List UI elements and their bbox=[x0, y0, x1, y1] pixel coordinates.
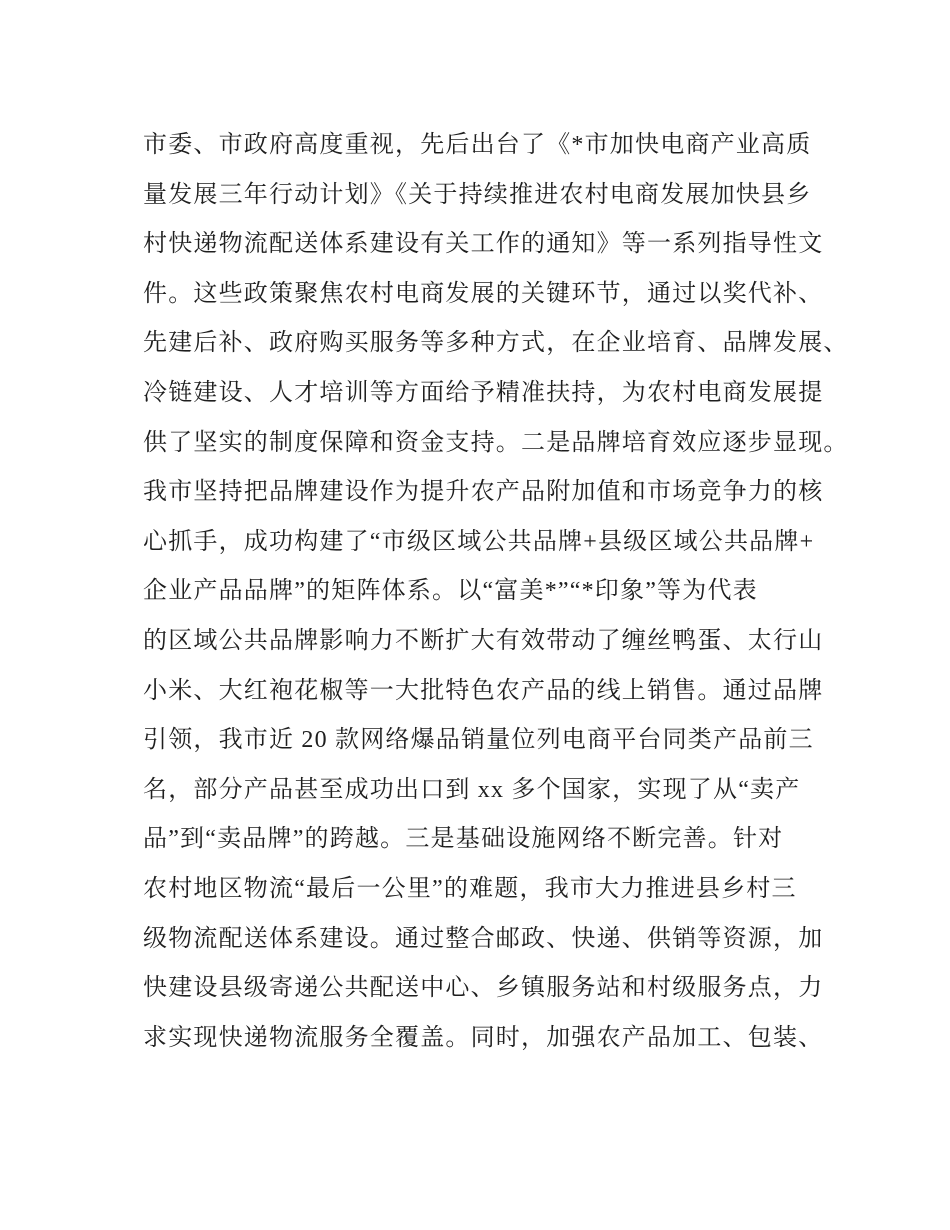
text-line: 冷链建设、人才培训等方面给予精准扶持，为农村电商发展提 bbox=[143, 379, 824, 406]
text-line: 名，部分产品甚至成功出口到 xx 多个国家，实现了从“卖产 bbox=[143, 776, 801, 803]
text-line: 品”到“卖品牌”的跨越。三是基础设施网络不断完善。针对 bbox=[143, 826, 784, 853]
text-line: 供了坚实的制度保障和资金支持。二是品牌培育效应逐步显现。 bbox=[143, 429, 849, 456]
text-line: 先建后补、政府购买服务等多种方式，在企业培育、品牌发展、 bbox=[143, 330, 849, 357]
text-line: 快建设县级寄递公共配送中心、乡镇服务站和村级服务点，力 bbox=[143, 975, 824, 1002]
text-line: 心抓手，成功构建了“市级区域公共品牌+县级区域公共品牌+ bbox=[143, 528, 815, 555]
text-line: 小米、大红袍花椒等一大批特色农产品的线上销售。通过品牌 bbox=[143, 677, 824, 704]
text-line: 量发展三年行动计划》《关于持续推进农村电商发展加快县乡 bbox=[143, 181, 812, 208]
text-line: 引领，我市近 20 款网络爆品销量位列电商平台同类产品前三 bbox=[143, 727, 814, 754]
text-line: 市委、市政府高度重视，先后出台了《*市加快电商产业高质 bbox=[143, 132, 812, 158]
text-line: 我市坚持把品牌建设作为提升农产品附加值和市场竞争力的核 bbox=[143, 479, 824, 506]
text-line: 企业产品品牌”的矩阵体系。以“富美*”“*印象”等为代表 bbox=[143, 578, 758, 605]
text-line: 级物流配送体系建设。通过整合邮政、快递、供销等资源，加 bbox=[143, 925, 824, 952]
text-line: 件。这些政策聚焦农村电商发展的关键环节，通过以奖代补、 bbox=[143, 280, 824, 307]
text-line: 村快递物流配送体系建设有关工作的通知》等一系列指导性文 bbox=[143, 231, 824, 258]
text-block bbox=[143, 121, 903, 1063]
text-line: 农村地区物流“最后一公里”的难题，我市大力推进县乡村三 bbox=[143, 875, 797, 902]
text-line: 求实现快递物流服务全覆盖。同时，加强农产品加工、包装、 bbox=[143, 1024, 824, 1051]
text-line: 的区域公共品牌影响力不断扩大有效带动了缠丝鸭蛋、太行山 bbox=[143, 627, 824, 654]
